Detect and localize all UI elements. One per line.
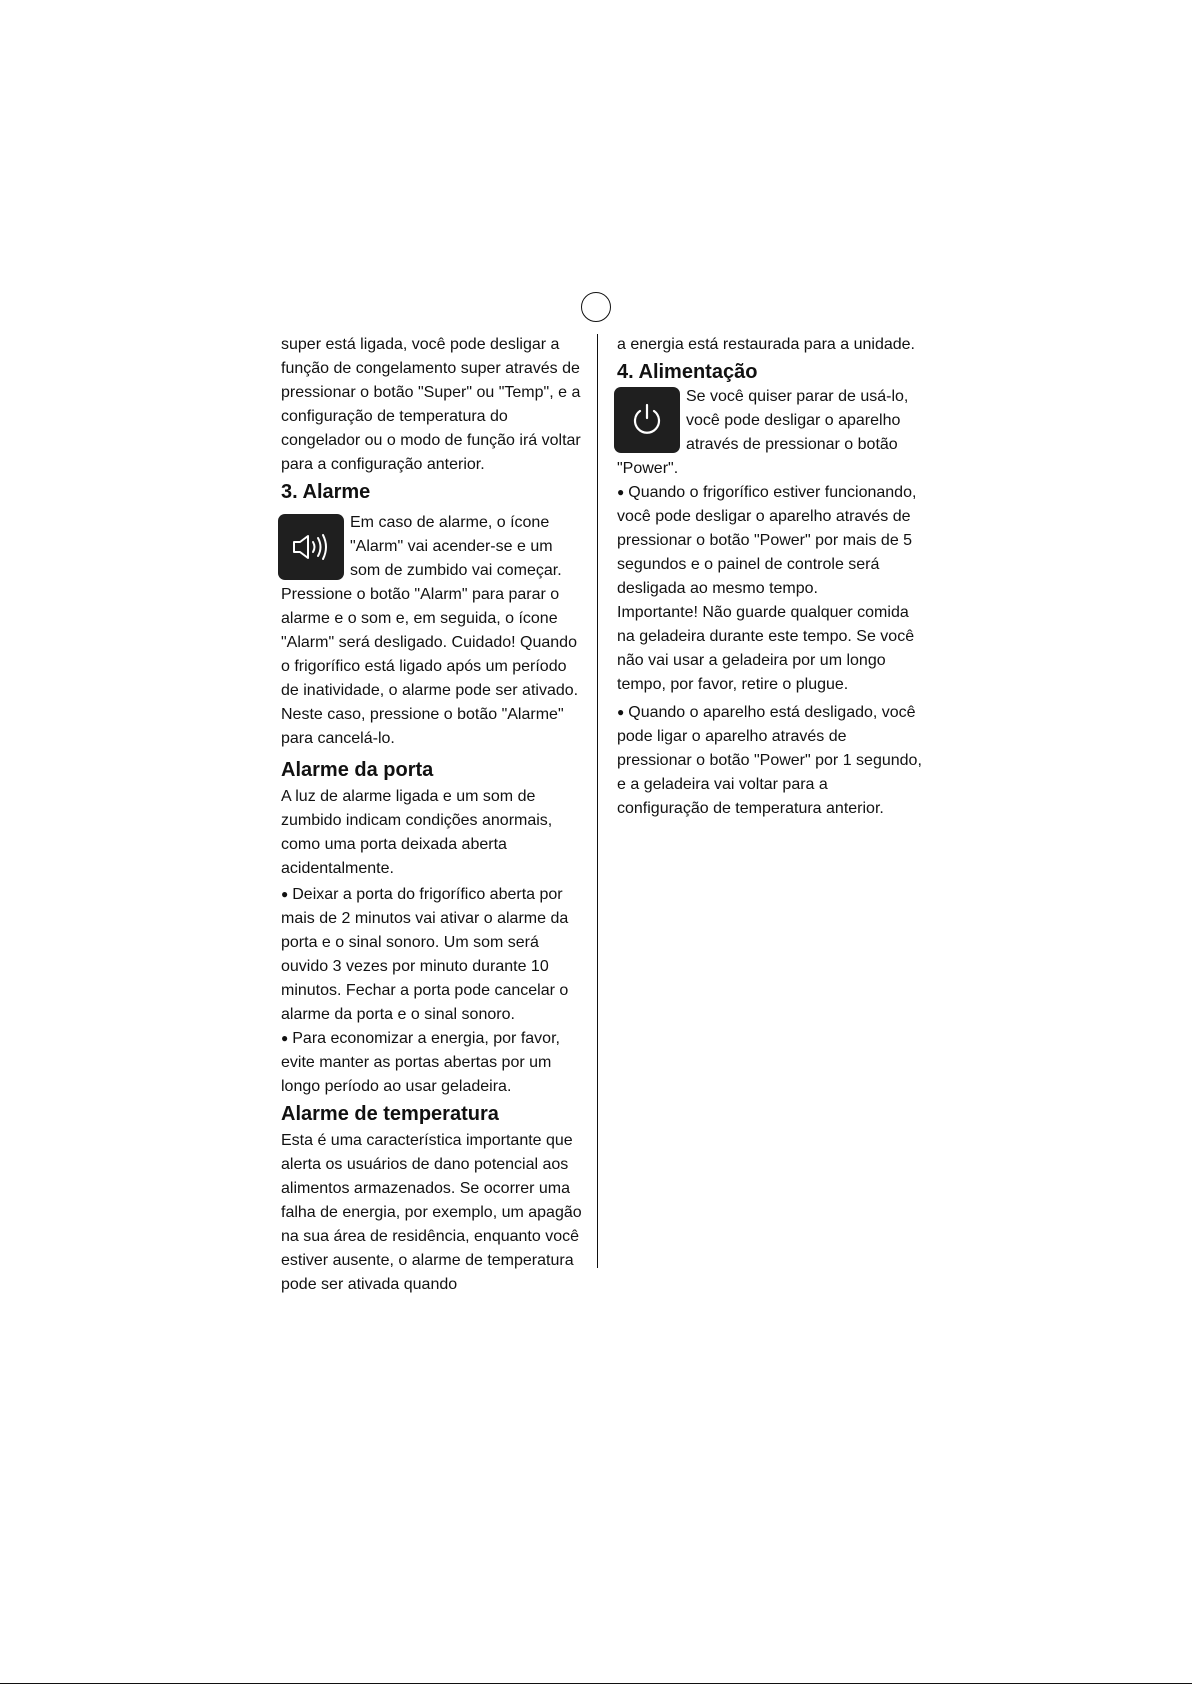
- door-alarm-heading: Alarme da porta: [281, 759, 434, 781]
- power-text: Se você quiser parar de usá-lo, você pode desligar o aparelho através de pressionar o botão "Power".: [617, 388, 909, 477]
- door-alarm-bullet-2: ● Para economizar a energia, por favor, evite manter as portas abertas por um longo período ao usar geladeira.: [281, 1027, 586, 1099]
- power-icon: [614, 387, 680, 453]
- door-alarm-text: A luz de alarme ligada e um som de zumbido indicam condições anormais, como uma porta deixada aberta acidentalmente.: [281, 788, 553, 877]
- power-bullet-2: ● Quando o aparelho está desligado, você pode ligar o aparelho através de pressionar o botão "Power" por 1 segundo, e a geladeira vai voltar para a configuração de temperatura anterior.: [617, 701, 922, 821]
- super-freeze-continued: super está ligada, você pode desligar a função de congelamento super através de pressionar o botão "Super" ou "Temp", e a configuração de temperatura do congelador ou o modo de função irá voltar para a configuração anterior.: [281, 336, 581, 473]
- alarm-heading: 3. Alarme: [281, 481, 371, 503]
- page-number-circle: [581, 292, 611, 322]
- column-divider: [597, 334, 598, 1268]
- temperature-alarm-continued: a energia está restaurada para a unidade.: [617, 336, 915, 353]
- left-column: [281, 333, 586, 1297]
- alarm-speaker-icon: [278, 514, 344, 580]
- power-bullet-1: ● Quando o frigorífico estiver funcionando, você pode desligar o aparelho através de pressionar o botão "Power" por mais de 5 segundos e o painel de controle será desligada ao mesmo tempo.: [617, 481, 922, 601]
- temperature-alarm-text: Esta é uma característica importante que alerta os usuários de dano potencial aos alimentos armazenados. Se ocorrer uma falha de energia, por exemplo, um apagão na sua área de residência, enquanto você estiver ausente, o alarme de temperatura pode ser ativada quando: [281, 1132, 582, 1293]
- power-section: [617, 385, 922, 481]
- temperature-alarm-heading: Alarme de temperatura: [281, 1103, 499, 1125]
- power-heading: 4. Alimentação: [617, 361, 758, 383]
- important-note: Importante! Não guarde qualquer comida na geladeira durante este tempo. Se você não vai usar a geladeira por um longo tempo, por favor, retire o plugue.: [617, 604, 915, 693]
- alarm-section: [281, 508, 586, 751]
- alarm-text: Em caso de alarme, o ícone "Alarm" vai acender-se e um som de zumbido vai começar. Pressione o botão "Alarm" para parar o alarme e o som e, em seguida, o ícone "Alarm" será desligado. Cuidado! Quando o frigorífico está ligado após um período de inatividade, o alarme pode ser ativado. Neste caso, pressione o botão "Alarme" para cancelá-lo.: [281, 514, 579, 747]
- door-alarm-bullet-1: ● Deixar a porta do frigorífico aberta por mais de 2 minutos vai ativar o alarme da porta e o sinal sonoro. Um som será ouvido 3 vezes por minuto durante 10 minutos. Fechar a porta pode cancelar o alarme da porta e o sinal sonoro.: [281, 883, 586, 1027]
- right-column: [617, 333, 922, 821]
- bottom-rule: [0, 1683, 1192, 1684]
